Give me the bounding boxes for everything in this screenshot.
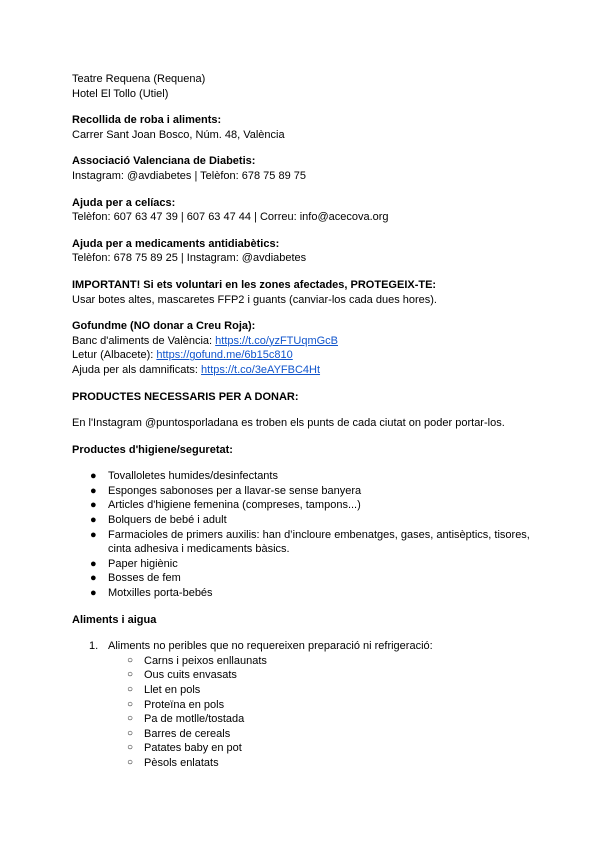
roba-heading: Recollida de roba i aliments: <box>72 114 222 127</box>
aliments-heading: Aliments i aigua <box>72 613 157 626</box>
circle-bullet-icon: ○ <box>127 669 134 681</box>
circle-bullet-icon: ○ <box>127 713 134 725</box>
circle-bullet-icon: ○ <box>127 698 134 710</box>
circle-bullet-icon: ○ <box>127 654 134 666</box>
gofundme-row-banc <box>72 334 532 349</box>
list-item: ○ Llet en pols <box>127 684 201 696</box>
higiene-heading: Productes d'higiene/seguretat: <box>72 443 233 456</box>
document-page <box>72 72 532 771</box>
gofundme-row-damnificats <box>72 363 532 378</box>
bullet-icon: ● <box>90 470 97 483</box>
list-item: ○ Pa de motlle/tostada <box>127 713 245 726</box>
higiene-list <box>72 469 532 600</box>
gofundme-label-damnificats: Ajuda per als damnificats: <box>72 363 202 376</box>
intro-line-1: Teatre Requena (Requena) <box>72 73 206 85</box>
gofundme-link-banc[interactable]: https://t.co/yzFTUqmGcB <box>215 334 339 347</box>
list-number: 1. <box>89 640 99 653</box>
productes-text: En l'Instagram @puntosporladana es troben els punts de cada ciutat on poder portar-los. <box>72 417 505 430</box>
list-item: ○ Patates baby en pot <box>127 742 242 755</box>
aliments-item-text: Aliments no peribles que no requereixen preparació ni refrigeració: <box>108 640 433 653</box>
gofundme-label-letur: Letur (Albacete): <box>72 349 157 362</box>
medicaments-heading: Ajuda per a medicaments antidiabètics: <box>72 237 280 250</box>
bullet-icon: ● <box>90 514 97 527</box>
list-item: ○ Proteïna en pols <box>127 698 225 711</box>
bullet-icon: ● <box>90 499 97 512</box>
list-item: ● Tovalloletes humides/desinfectants <box>90 470 278 483</box>
list-item: ○ Carns i peixos enllaunats <box>127 654 267 667</box>
circle-bullet-icon: ○ <box>127 742 134 754</box>
list-item: ● Articles d'higiene femenina (compreses, tampons...) <box>90 499 361 512</box>
list-item: ○ Pèsols enlatats <box>127 756 219 769</box>
productes-heading: PRODUCTES NECESSARIS PER A DONAR: <box>72 390 299 403</box>
aliments-list <box>72 639 532 654</box>
circle-bullet-icon: ○ <box>127 684 134 695</box>
gofundme-label-banc: Banc d'aliments de València: <box>72 334 216 347</box>
important-text: Usar botes altes, mascaretes FFP2 i guants (canviar-los cada dues hores). <box>72 293 437 306</box>
bullet-icon: ● <box>90 484 97 497</box>
list-item: ● Bolquers de bebé i adult <box>90 514 227 527</box>
list-item: ● Paper higiènic <box>90 557 178 570</box>
aliments-sublist <box>72 654 532 771</box>
diabetis-heading: Associació Valenciana de Diabetis: <box>72 155 256 168</box>
list-item <box>72 639 532 654</box>
list-item: ○ Ous cuits envasats <box>127 669 237 682</box>
list-item: ● Bosses de fem <box>90 572 181 585</box>
circle-bullet-icon: ○ <box>127 756 134 768</box>
intro-line-2: Hotel El Tollo (Utiel) <box>72 87 169 100</box>
important-heading: IMPORTANT! Si ets voluntari en les zones afectades, PROTEGEIX-TE: <box>72 278 437 291</box>
celiacs-text: Telèfon: 607 63 47 39 | 607 63 47 44 | Correu: info@acecova.org <box>72 211 389 224</box>
bullet-icon: ● <box>90 587 97 600</box>
celiacs-heading: Ajuda per a celíacs: <box>72 196 176 209</box>
bullet-icon: ● <box>90 528 97 541</box>
list-item: ○ Barres de cereals <box>127 727 231 740</box>
list-item: ● Esponges sabonoses per a llavar-se sense banyera <box>90 484 362 497</box>
gofundme-link-damnificats[interactable]: https://t.co/3eAYFBC4Ht <box>201 363 321 376</box>
gofundme-row-letur <box>72 348 532 363</box>
list-item: ● Motxilles porta-bebés <box>90 587 213 600</box>
bullet-icon: ● <box>90 572 97 585</box>
diabetis-text: Instagram: @avdiabetes | Telèfon: 678 75 89 75 <box>72 169 306 182</box>
list-item: ● Farmacioles de primers auxilis: han d’incloure embenatges, gases, antisèptics, tisores, cinta adhesiva i medicaments bàsics. <box>90 528 530 556</box>
roba-text: Carrer Sant Joan Bosco, Núm. 48, València <box>72 128 285 141</box>
gofundme-link-letur[interactable]: https://gofund.me/6b15c810 <box>156 349 293 362</box>
bullet-icon: ● <box>90 557 97 570</box>
circle-bullet-icon: ○ <box>127 727 134 739</box>
medicaments-text: Telèfon: 678 75 89 25 | Instagram: @avdiabetes <box>72 252 307 265</box>
gofundme-heading: Gofundme (NO donar a Creu Roja): <box>72 320 256 333</box>
